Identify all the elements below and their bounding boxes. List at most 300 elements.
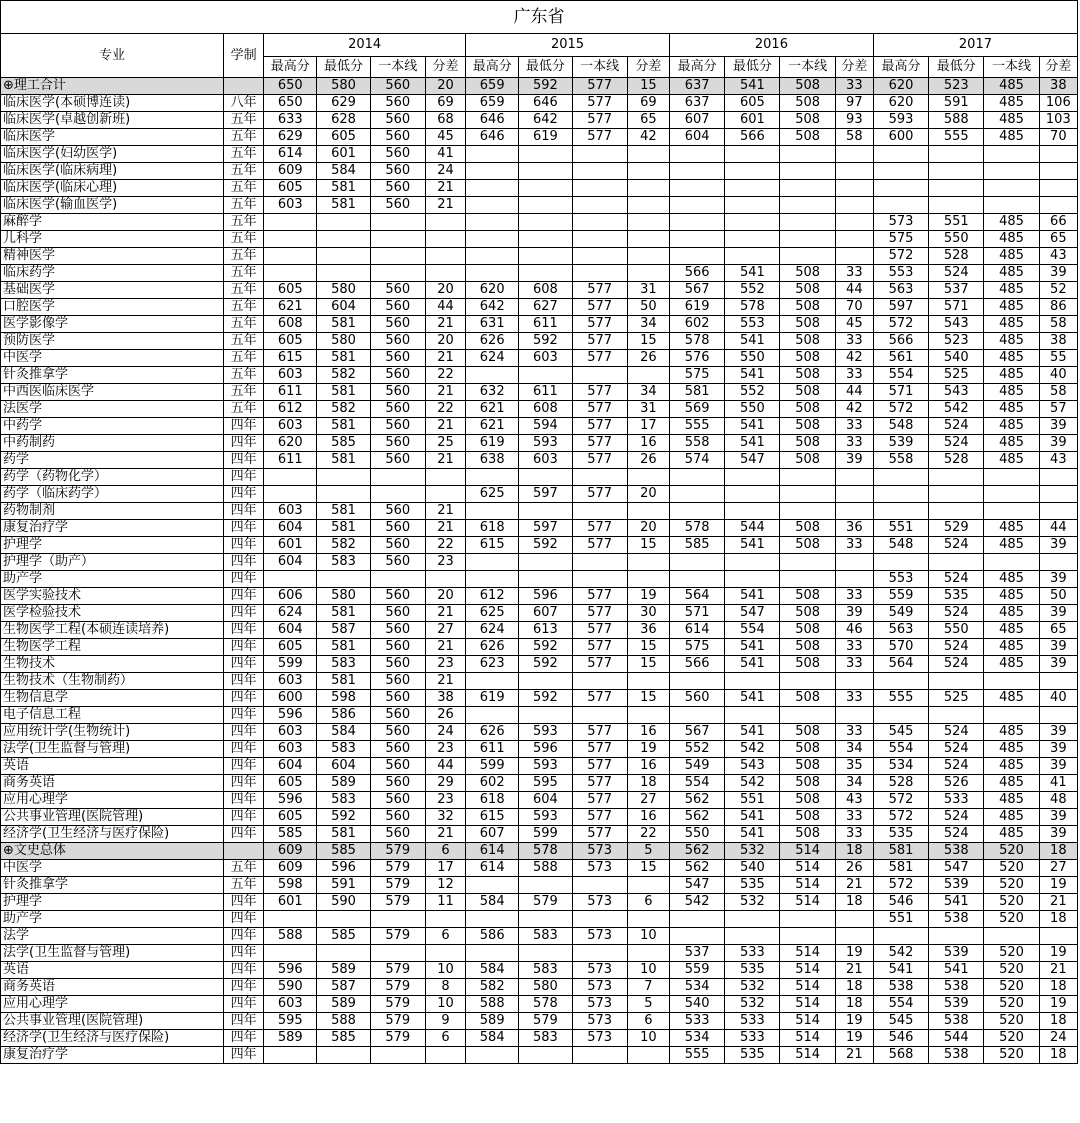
score-cell xyxy=(466,180,519,197)
duration-cell: 五年 xyxy=(224,214,264,231)
score-cell: 604 xyxy=(264,622,317,639)
score-cell: 45 xyxy=(425,129,465,146)
score-cell: 41 xyxy=(1039,775,1077,792)
score-cell xyxy=(835,928,873,945)
score-cell xyxy=(725,571,780,588)
score-cell xyxy=(835,503,873,520)
major-name-cell: 药物制剂 xyxy=(1,503,224,520)
score-cell: 564 xyxy=(669,588,724,605)
duration-cell: 四年 xyxy=(224,1047,264,1064)
year-header-2016: 2016 xyxy=(669,34,873,57)
score-cell xyxy=(873,197,928,214)
table-row xyxy=(1,197,1078,214)
score-cell xyxy=(669,503,724,520)
score-cell: 585 xyxy=(317,843,370,860)
score-cell: 577 xyxy=(572,809,627,826)
score-cell: 33 xyxy=(835,639,873,656)
score-cell xyxy=(627,367,669,384)
score-cell: 485 xyxy=(984,741,1039,758)
score-cell: 579 xyxy=(370,877,425,894)
table-row xyxy=(1,316,1078,333)
table-row xyxy=(1,333,1078,350)
score-cell: 485 xyxy=(984,316,1039,333)
score-cell: 508 xyxy=(780,792,835,809)
score-cell: 592 xyxy=(519,537,572,554)
score-cell: 21 xyxy=(425,673,465,690)
duration-cell: 四年 xyxy=(224,639,264,656)
table-row xyxy=(1,622,1078,639)
score-cell: 618 xyxy=(466,792,519,809)
score-cell: 650 xyxy=(264,78,317,95)
score-cell: 596 xyxy=(519,588,572,605)
subheader-max-score: 最高分 xyxy=(466,57,519,78)
score-cell xyxy=(466,503,519,520)
score-cell: 545 xyxy=(873,724,928,741)
table-row xyxy=(1,911,1078,928)
score-cell: 39 xyxy=(1039,265,1077,282)
score-cell: 540 xyxy=(725,860,780,877)
score-cell: 629 xyxy=(317,95,370,112)
score-cell: 520 xyxy=(984,911,1039,928)
score-cell: 553 xyxy=(725,316,780,333)
score-cell: 592 xyxy=(519,656,572,673)
score-cell: 545 xyxy=(873,1013,928,1030)
score-cell xyxy=(780,163,835,180)
score-cell: 18 xyxy=(835,894,873,911)
score-cell: 58 xyxy=(1039,316,1077,333)
score-cell: 550 xyxy=(929,622,984,639)
score-cell: 524 xyxy=(929,724,984,741)
score-cell: 619 xyxy=(519,129,572,146)
subheader-max-score: 最高分 xyxy=(669,57,724,78)
score-cell: 21 xyxy=(425,418,465,435)
score-cell: 589 xyxy=(466,1013,519,1030)
table-row xyxy=(1,112,1078,129)
score-cell xyxy=(264,231,317,248)
score-cell xyxy=(317,486,370,503)
score-cell: 562 xyxy=(669,792,724,809)
score-cell xyxy=(370,911,425,928)
score-cell: 609 xyxy=(264,163,317,180)
table-row xyxy=(1,809,1078,826)
table-row xyxy=(1,129,1078,146)
score-cell: 581 xyxy=(317,418,370,435)
major-name-cell: 口腔医学 xyxy=(1,299,224,316)
score-cell: 615 xyxy=(466,809,519,826)
score-cell: 514 xyxy=(780,1013,835,1030)
score-cell: 581 xyxy=(317,503,370,520)
score-cell: 589 xyxy=(264,1030,317,1047)
duration-cell: 四年 xyxy=(224,537,264,554)
score-cell: 485 xyxy=(984,452,1039,469)
score-cell: 541 xyxy=(725,265,780,282)
duration-cell: 五年 xyxy=(224,333,264,350)
score-cell: 55 xyxy=(1039,350,1077,367)
score-cell: 534 xyxy=(873,758,928,775)
score-cell xyxy=(264,945,317,962)
score-cell: 57 xyxy=(1039,401,1077,418)
score-cell: 560 xyxy=(370,690,425,707)
score-cell xyxy=(519,367,572,384)
score-cell xyxy=(466,146,519,163)
score-cell: 575 xyxy=(873,231,928,248)
score-cell xyxy=(835,707,873,724)
score-cell: 6 xyxy=(425,928,465,945)
duration-cell: 四年 xyxy=(224,945,264,962)
score-cell: 68 xyxy=(425,112,465,129)
score-cell: 485 xyxy=(984,129,1039,146)
score-cell: 22 xyxy=(425,537,465,554)
score-cell: 599 xyxy=(264,656,317,673)
table-row xyxy=(1,1047,1078,1064)
score-cell: 19 xyxy=(835,1013,873,1030)
score-cell: 524 xyxy=(929,418,984,435)
score-cell: 514 xyxy=(780,962,835,979)
score-cell: 11 xyxy=(425,894,465,911)
score-cell xyxy=(873,163,928,180)
score-cell xyxy=(835,231,873,248)
duration-cell: 四年 xyxy=(224,435,264,452)
score-cell: 581 xyxy=(317,384,370,401)
score-cell: 646 xyxy=(466,129,519,146)
score-cell: 532 xyxy=(725,894,780,911)
score-cell xyxy=(929,146,984,163)
score-cell xyxy=(627,180,669,197)
score-cell: 603 xyxy=(264,367,317,384)
score-cell: 577 xyxy=(572,758,627,775)
score-cell: 624 xyxy=(466,350,519,367)
score-cell: 10 xyxy=(627,1030,669,1047)
score-cell: 550 xyxy=(725,401,780,418)
score-cell: 577 xyxy=(572,826,627,843)
score-cell xyxy=(627,945,669,962)
score-cell: 605 xyxy=(264,775,317,792)
duration-cell: 五年 xyxy=(224,299,264,316)
score-cell: 614 xyxy=(466,860,519,877)
score-cell xyxy=(425,571,465,588)
score-cell: 577 xyxy=(572,112,627,129)
table-row xyxy=(1,163,1078,180)
score-cell: 31 xyxy=(627,401,669,418)
score-cell: 594 xyxy=(519,418,572,435)
score-cell: 583 xyxy=(317,656,370,673)
score-cell: 603 xyxy=(264,503,317,520)
score-cell: 563 xyxy=(873,282,928,299)
score-cell xyxy=(572,180,627,197)
score-cell: 508 xyxy=(780,724,835,741)
table-row xyxy=(1,537,1078,554)
score-cell xyxy=(984,180,1039,197)
score-cell: 570 xyxy=(873,639,928,656)
score-cell: 508 xyxy=(780,282,835,299)
score-cell: 520 xyxy=(984,962,1039,979)
score-cell: 520 xyxy=(984,1013,1039,1030)
score-cell: 552 xyxy=(725,384,780,401)
score-cell: 21 xyxy=(425,384,465,401)
score-cell: 620 xyxy=(466,282,519,299)
table-row xyxy=(1,520,1078,537)
major-name-cell: 临床医学(本硕博连读) xyxy=(1,95,224,112)
score-cell: 541 xyxy=(725,588,780,605)
score-cell: 604 xyxy=(264,758,317,775)
score-cell: 620 xyxy=(873,78,928,95)
score-cell: 601 xyxy=(317,146,370,163)
score-cell: 581 xyxy=(317,826,370,843)
score-cell xyxy=(572,571,627,588)
score-cell: 24 xyxy=(1039,1030,1077,1047)
score-cell xyxy=(317,248,370,265)
score-cell xyxy=(627,197,669,214)
score-cell: 579 xyxy=(519,1013,572,1030)
score-cell: 589 xyxy=(317,962,370,979)
score-cell: 18 xyxy=(1039,1013,1077,1030)
score-cell: 638 xyxy=(466,452,519,469)
major-name-cell: 中药制药 xyxy=(1,435,224,452)
score-cell xyxy=(572,911,627,928)
score-cell: 16 xyxy=(627,809,669,826)
major-name-cell: 法学(卫生监督与管理) xyxy=(1,945,224,962)
score-cell: 620 xyxy=(264,435,317,452)
major-name-cell: 经济学(卫生经济与医疗保险) xyxy=(1,1030,224,1047)
score-cell: 573 xyxy=(572,996,627,1013)
score-cell xyxy=(835,214,873,231)
score-cell xyxy=(725,928,780,945)
score-cell xyxy=(466,469,519,486)
score-cell: 577 xyxy=(572,452,627,469)
score-cell xyxy=(572,214,627,231)
score-cell xyxy=(1039,503,1077,520)
major-name-cell: 公共事业管理(医院管理) xyxy=(1,1013,224,1030)
score-cell xyxy=(572,197,627,214)
score-cell: 597 xyxy=(519,486,572,503)
duration-cell: 四年 xyxy=(224,1030,264,1047)
score-cell xyxy=(780,197,835,214)
score-cell: 560 xyxy=(370,333,425,350)
score-cell xyxy=(466,571,519,588)
duration-cell: 五年 xyxy=(224,282,264,299)
table-row xyxy=(1,503,1078,520)
score-cell: 560 xyxy=(370,809,425,826)
score-cell xyxy=(519,265,572,282)
score-cell: 598 xyxy=(264,877,317,894)
score-cell: 508 xyxy=(780,656,835,673)
major-name-cell: 临床医学(卓越创新班) xyxy=(1,112,224,129)
score-cell xyxy=(725,146,780,163)
score-cell: 642 xyxy=(466,299,519,316)
score-cell xyxy=(627,707,669,724)
score-cell: 19 xyxy=(1039,945,1077,962)
score-cell: 36 xyxy=(627,622,669,639)
score-cell xyxy=(519,146,572,163)
score-cell xyxy=(519,197,572,214)
score-cell: 572 xyxy=(873,248,928,265)
score-cell xyxy=(264,571,317,588)
score-cell: 15 xyxy=(627,860,669,877)
duration-cell: 五年 xyxy=(224,350,264,367)
score-cell xyxy=(264,486,317,503)
score-cell: 6 xyxy=(627,1013,669,1030)
score-cell: 549 xyxy=(669,758,724,775)
score-cell: 508 xyxy=(780,316,835,333)
score-cell xyxy=(835,571,873,588)
score-cell: 584 xyxy=(317,163,370,180)
score-cell: 485 xyxy=(984,520,1039,537)
score-cell: 524 xyxy=(929,656,984,673)
score-cell: 532 xyxy=(725,843,780,860)
score-cell: 21 xyxy=(835,877,873,894)
score-cell: 508 xyxy=(780,605,835,622)
score-cell xyxy=(669,231,724,248)
score-cell: 603 xyxy=(519,350,572,367)
score-cell: 614 xyxy=(466,843,519,860)
score-cell xyxy=(1039,673,1077,690)
score-cell: 543 xyxy=(725,758,780,775)
score-cell xyxy=(984,469,1039,486)
score-cell: 581 xyxy=(669,384,724,401)
duration-cell: 八年 xyxy=(224,95,264,112)
score-cell: 36 xyxy=(835,520,873,537)
score-cell: 39 xyxy=(1039,758,1077,775)
score-cell: 581 xyxy=(317,316,370,333)
score-cell: 48 xyxy=(1039,792,1077,809)
score-cell: 508 xyxy=(780,95,835,112)
score-cell xyxy=(370,571,425,588)
score-cell: 524 xyxy=(929,265,984,282)
score-cell: 561 xyxy=(873,350,928,367)
score-cell: 23 xyxy=(425,741,465,758)
score-cell: 32 xyxy=(425,809,465,826)
score-cell xyxy=(835,469,873,486)
score-cell: 577 xyxy=(572,520,627,537)
score-cell: 646 xyxy=(466,112,519,129)
score-cell: 541 xyxy=(725,418,780,435)
score-cell: 21 xyxy=(425,639,465,656)
score-cell: 44 xyxy=(425,758,465,775)
score-cell xyxy=(572,163,627,180)
score-cell: 33 xyxy=(835,367,873,384)
score-cell xyxy=(264,248,317,265)
score-cell: 560 xyxy=(370,299,425,316)
score-cell: 20 xyxy=(425,282,465,299)
score-cell: 546 xyxy=(873,894,928,911)
score-cell xyxy=(1039,163,1077,180)
score-cell: 631 xyxy=(466,316,519,333)
table-row xyxy=(1,741,1078,758)
score-cell xyxy=(264,265,317,282)
score-cell: 508 xyxy=(780,129,835,146)
score-cell xyxy=(669,197,724,214)
score-cell: 553 xyxy=(873,265,928,282)
table-row xyxy=(1,894,1078,911)
score-cell: 524 xyxy=(929,758,984,775)
duration-cell: 四年 xyxy=(224,741,264,758)
score-cell: 560 xyxy=(370,350,425,367)
score-cell: 581 xyxy=(873,860,928,877)
score-cell: 6 xyxy=(425,1030,465,1047)
score-cell: 524 xyxy=(929,639,984,656)
score-cell xyxy=(725,503,780,520)
score-cell xyxy=(780,469,835,486)
score-cell: 596 xyxy=(317,860,370,877)
score-cell: 17 xyxy=(425,860,465,877)
score-cell: 585 xyxy=(317,928,370,945)
score-cell: 601 xyxy=(264,537,317,554)
score-cell: 39 xyxy=(1039,724,1077,741)
score-cell: 603 xyxy=(264,197,317,214)
score-cell: 526 xyxy=(929,775,984,792)
score-cell xyxy=(466,673,519,690)
duration-cell: 四年 xyxy=(224,452,264,469)
score-cell: 15 xyxy=(627,690,669,707)
score-cell: 42 xyxy=(627,129,669,146)
score-cell: 562 xyxy=(669,809,724,826)
score-cell xyxy=(519,707,572,724)
score-cell: 15 xyxy=(627,639,669,656)
score-cell xyxy=(317,265,370,282)
score-cell xyxy=(466,231,519,248)
score-cell: 10 xyxy=(425,962,465,979)
score-cell: 508 xyxy=(780,775,835,792)
score-cell: 553 xyxy=(873,571,928,588)
score-cell: 542 xyxy=(873,945,928,962)
score-cell: 514 xyxy=(780,843,835,860)
duration-cell: 四年 xyxy=(224,656,264,673)
score-cell xyxy=(929,180,984,197)
score-cell: 583 xyxy=(519,962,572,979)
score-cell: 19 xyxy=(835,945,873,962)
score-cell: 18 xyxy=(835,979,873,996)
score-cell: 560 xyxy=(370,707,425,724)
score-cell xyxy=(780,911,835,928)
duration-cell: 四年 xyxy=(224,792,264,809)
score-cell: 18 xyxy=(1039,1047,1077,1064)
score-cell: 573 xyxy=(572,928,627,945)
score-cell: 27 xyxy=(1039,860,1077,877)
table-row xyxy=(1,95,1078,112)
score-cell xyxy=(669,214,724,231)
table-row xyxy=(1,996,1078,1013)
score-cell: 582 xyxy=(317,401,370,418)
score-cell: 485 xyxy=(984,333,1039,350)
score-cell: 538 xyxy=(929,1013,984,1030)
score-cell: 581 xyxy=(317,673,370,690)
score-cell: 573 xyxy=(572,860,627,877)
score-cell: 621 xyxy=(264,299,317,316)
score-cell: 560 xyxy=(669,690,724,707)
score-cell: 58 xyxy=(1039,384,1077,401)
subheader-tier1-line: 一本线 xyxy=(780,57,835,78)
score-cell: 39 xyxy=(835,605,873,622)
score-cell: 569 xyxy=(669,401,724,418)
duration-cell: 五年 xyxy=(224,231,264,248)
score-cell: 508 xyxy=(780,435,835,452)
score-cell: 603 xyxy=(264,418,317,435)
score-cell xyxy=(929,469,984,486)
score-cell xyxy=(317,571,370,588)
score-cell xyxy=(725,469,780,486)
score-cell xyxy=(370,945,425,962)
score-cell: 524 xyxy=(929,826,984,843)
score-cell: 560 xyxy=(370,520,425,537)
score-cell xyxy=(873,554,928,571)
score-cell: 69 xyxy=(425,95,465,112)
score-cell: 508 xyxy=(780,112,835,129)
score-cell: 524 xyxy=(929,435,984,452)
score-cell: 31 xyxy=(627,282,669,299)
score-cell: 508 xyxy=(780,333,835,350)
score-cell: 485 xyxy=(984,792,1039,809)
score-cell xyxy=(466,707,519,724)
